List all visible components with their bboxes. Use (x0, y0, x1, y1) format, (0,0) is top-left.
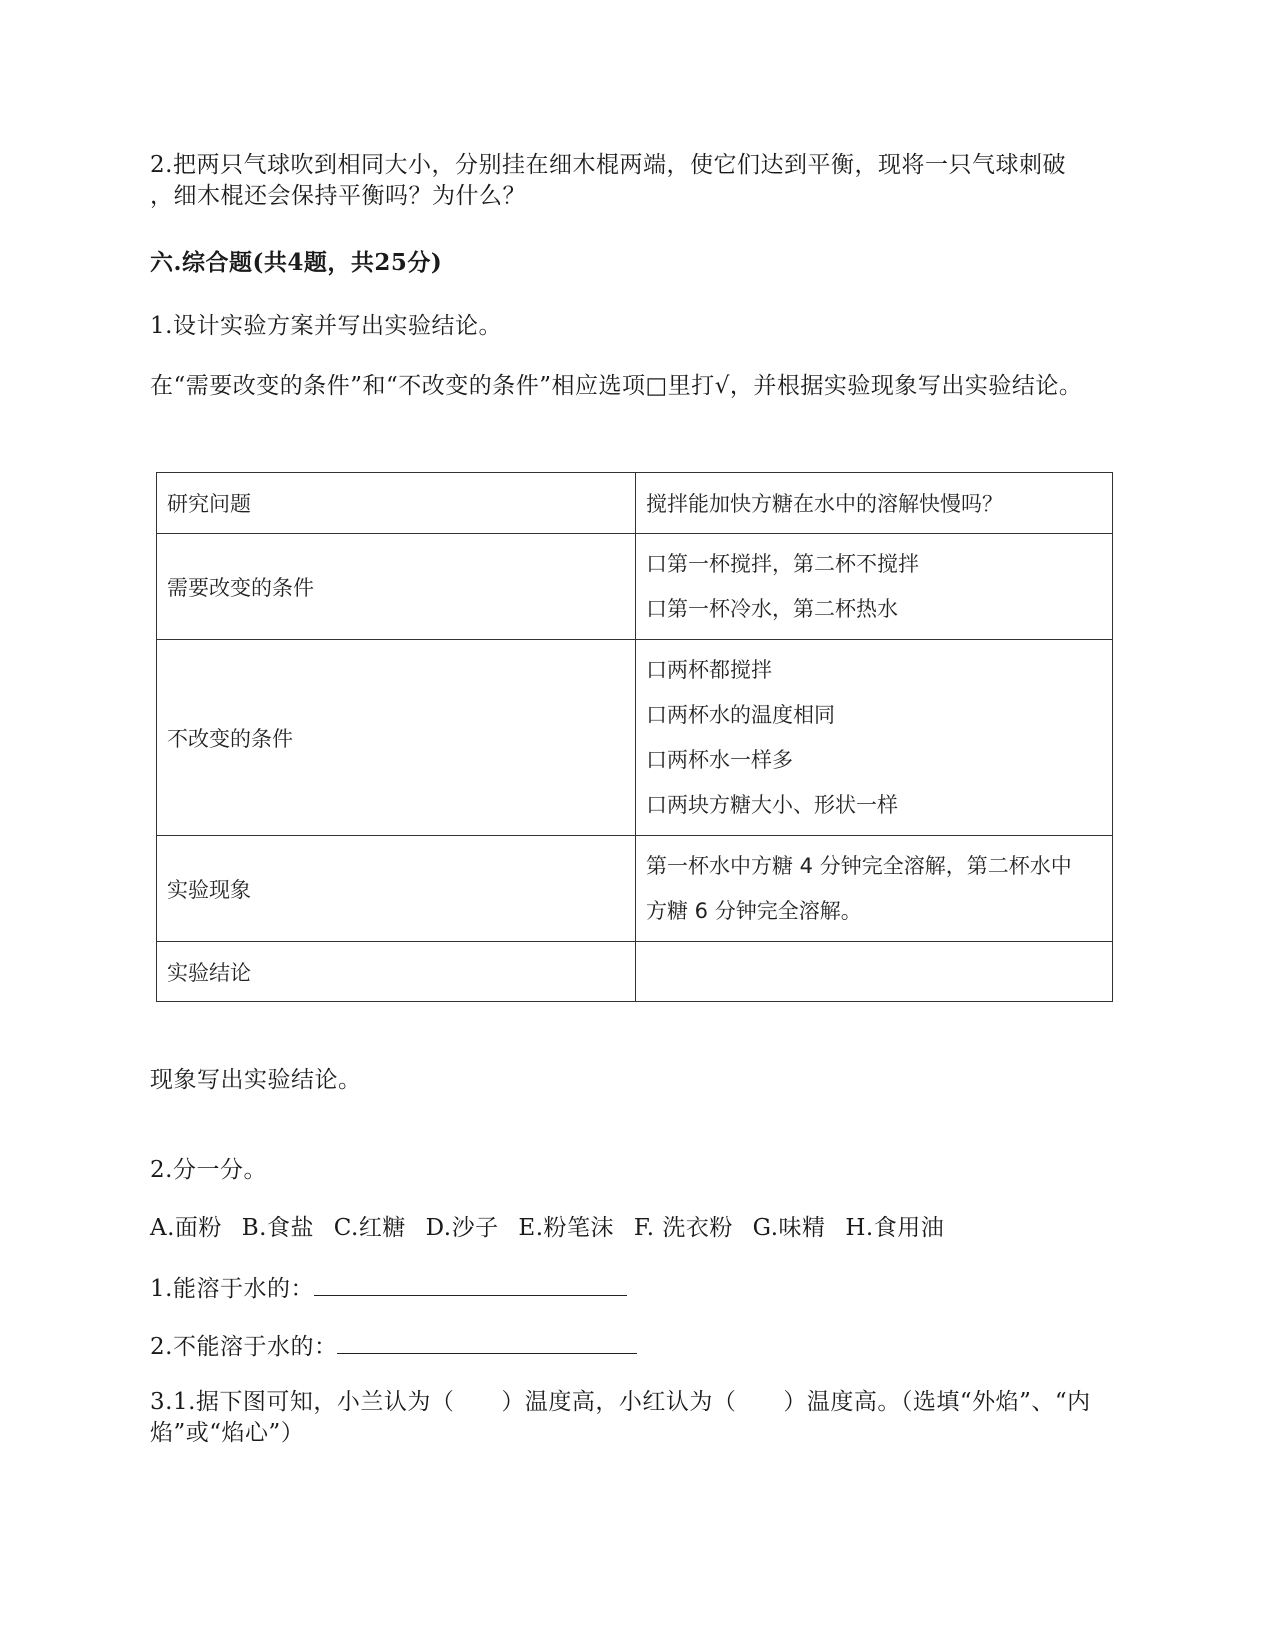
phenomenon-label: 实验现象 (157, 836, 636, 942)
section-title: 六.综合题(共4题，共25分) (150, 249, 443, 276)
soluble-row (150, 1271, 1130, 1305)
question3-line1: 3.1.据下图可知，小兰认为（ ）温度高，小红认为（ ）温度高。（选填“外焰”、“内 (150, 1389, 1091, 1415)
table-row (157, 640, 1113, 836)
option-c: C.红糖 (333, 1215, 406, 1241)
option-f: F. 洗衣粉 (633, 1215, 733, 1241)
table-row (157, 473, 1113, 534)
table-row (157, 534, 1113, 640)
question1-tail: 现象写出实验结论。 (150, 1067, 362, 1093)
phenomenon-value (636, 836, 1113, 942)
research-question-value: 搅拌能加快方糖在水中的溶解快慢吗？ (636, 473, 1113, 534)
soluble-answer-blank[interactable] (314, 1271, 627, 1296)
unchanged-conditions-label: 不改变的条件 (157, 640, 636, 836)
changed-option-2[interactable]: 口第一杯冷水，第二杯热水 (646, 596, 898, 621)
phenomenon-line-2: 方糖 6 分钟完全溶解。 (646, 898, 862, 923)
phenomenon-line-1: 第一杯水中方糖 4 分钟完全溶解，第二杯水中 (646, 853, 1072, 878)
question2-options (150, 1213, 1130, 1244)
question3-line2: 焰”或“焰心”） (150, 1420, 305, 1446)
unchanged-option-4[interactable]: 口两块方糖大小、形状一样 (646, 792, 898, 817)
changed-option-1[interactable]: 口第一杯搅拌，第二杯不搅拌 (646, 551, 919, 576)
question-balloon-line1: 2.把两只气球吹到相同大小，分别挂在细木棍两端，使它们达到平衡，现将一只气球刺破 (150, 152, 1066, 178)
unchanged-option-3[interactable]: 口两杯水一样多 (646, 747, 793, 772)
conclusion-label: 实验结论 (157, 942, 636, 1002)
option-g: G.味精 (752, 1215, 826, 1241)
insoluble-answer-blank[interactable] (337, 1329, 637, 1354)
table-row (157, 942, 1113, 1002)
question3 (150, 1387, 1130, 1449)
option-d: D.沙子 (425, 1215, 499, 1241)
option-a: A.面粉 (150, 1215, 222, 1241)
option-e: E.粉笔沫 (518, 1215, 615, 1241)
option-h: H.食用油 (845, 1215, 945, 1241)
soluble-label: 1.能溶于水的： (150, 1276, 314, 1302)
insoluble-label: 2.不能溶于水的： (150, 1334, 338, 1360)
research-question-label: 研究问题 (157, 473, 636, 534)
question1-instruction: 在“需要改变的条件”和“不改变的条件”相应选项□里打√，并根据实验现象写出实验结论。 (150, 373, 1083, 399)
insoluble-row (150, 1329, 1130, 1363)
option-b: B.食盐 (241, 1215, 314, 1241)
unchanged-option-1[interactable]: 口两杯都搅拌 (646, 657, 772, 682)
conclusion-answer-cell[interactable] (636, 942, 1113, 1002)
question2-title: 2.分一分。 (150, 1157, 267, 1183)
unchanged-conditions-options (636, 640, 1113, 836)
changed-conditions-label: 需要改变的条件 (157, 534, 636, 640)
experiment-table (156, 472, 1113, 1002)
unchanged-option-2[interactable]: 口两杯水的温度相同 (646, 702, 835, 727)
table-row (157, 836, 1113, 942)
question-balloon (150, 150, 1130, 212)
question1-title: 1.设计实验方案并写出实验结论。 (150, 313, 502, 339)
question-balloon-line2: ，细木棍还会保持平衡吗？为什么？ (150, 183, 526, 209)
changed-conditions-options (636, 534, 1113, 640)
